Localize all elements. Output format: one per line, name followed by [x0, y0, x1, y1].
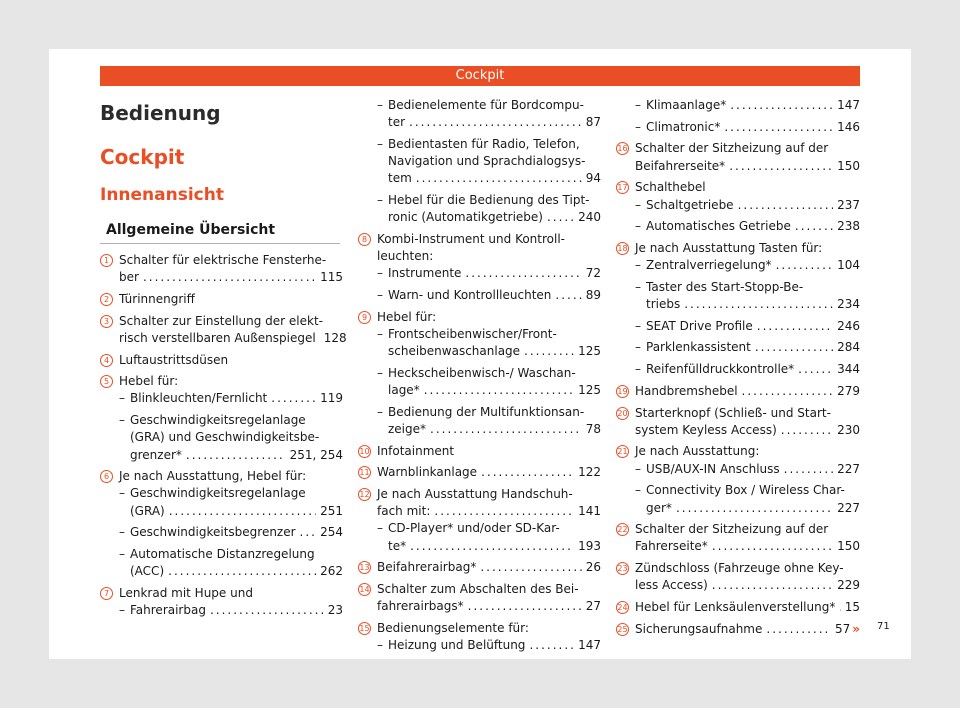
- leader-dots: [481, 464, 574, 481]
- callout-number: 9: [358, 311, 371, 324]
- list-item: [100, 252, 343, 286]
- item-text: grenzer*: [130, 447, 182, 462]
- list-item: [358, 464, 601, 481]
- item-text: Schalthebel: [635, 180, 706, 195]
- page-ref[interactable]: 279: [837, 383, 860, 398]
- sub-item: – Schaltgetriebe ..... 237: [616, 197, 860, 214]
- callout-number: 6: [100, 470, 113, 483]
- page-ref[interactable]: 89: [585, 288, 601, 303]
- leader-dots: [210, 602, 324, 619]
- item-text: Zentralverriegelung*: [646, 258, 772, 273]
- item-line: [119, 330, 347, 347]
- sub-item: – Taster des Start-Stopp-Be- triebs ..... 234: [616, 279, 860, 313]
- list-item: [616, 599, 860, 616]
- page-ref[interactable]: 227: [837, 461, 860, 476]
- item-text: Geschwindigkeitsregelanlage: [130, 486, 306, 501]
- item-text: ronic (Automatikgetriebe): [388, 210, 543, 225]
- callout-number: 25: [617, 624, 628, 634]
- leader-dots: [143, 269, 316, 286]
- page-ref[interactable]: 251, 254: [289, 447, 343, 462]
- item-text: Schalter der Sitzheizung auf der: [635, 522, 829, 537]
- callout-number: 10: [359, 446, 370, 456]
- page-ref[interactable]: 262: [320, 564, 343, 579]
- callout-number: 19: [617, 386, 628, 396]
- sub-item: – USB/AUX-IN Anschluss ..... 227: [616, 461, 860, 478]
- page-ref[interactable]: 150: [837, 158, 860, 173]
- callout-number: 8: [358, 233, 371, 246]
- item-text: Automatisches Getriebe: [646, 219, 791, 234]
- sub-item: – Automatisches Getriebe ..... 238: [616, 218, 860, 235]
- list-item: [100, 291, 343, 308]
- item-text: Schalter der Sitzheizung auf der: [635, 141, 829, 156]
- leader-dots: [468, 598, 582, 615]
- leader-dots: [434, 503, 574, 520]
- page-ref[interactable]: 15: [844, 600, 860, 615]
- item-text: Fahrerairbag: [130, 603, 206, 618]
- item-text: Infotainment: [377, 443, 455, 458]
- sub-item: – Reifenfülldruckkontrolle* ..... 344: [616, 361, 860, 378]
- item-text: Taster des Start-Stopp-Be-: [646, 279, 804, 294]
- item-text: tem: [388, 171, 412, 186]
- callout-number: 4: [100, 354, 113, 367]
- item-text: system Keyless Access): [635, 422, 777, 437]
- sub-item: – Zentralverriegelung* ..... 104: [616, 257, 860, 274]
- item-text: Climatronic*: [646, 119, 721, 134]
- item-text: lage*: [388, 383, 420, 398]
- item-text: Beifahrerseite*: [635, 158, 726, 173]
- item-text: Bedientasten für Radio, Telefon,: [388, 136, 580, 151]
- callout-number: 12: [359, 490, 370, 500]
- sub-item: – Instrumente ..... 72: [358, 265, 601, 282]
- callout-number: 16: [617, 144, 628, 154]
- item-text: Hebel für:: [377, 309, 437, 324]
- list-item: [616, 621, 860, 638]
- item-text: zeige*: [388, 421, 427, 436]
- list-item: [100, 468, 343, 485]
- page-ref[interactable]: 23: [327, 603, 343, 618]
- leader-dots: [410, 538, 574, 555]
- sub-item: – SEAT Drive Profile ..... 246: [616, 318, 860, 335]
- page-ref[interactable]: 227: [837, 500, 860, 515]
- list-item: [616, 383, 860, 400]
- item-text: triebs: [646, 297, 681, 312]
- page-ref[interactable]: 234: [837, 297, 860, 312]
- sub-item: – Hebel für die Bedienung des Tipt- ronic (Automatikgetriebe) ..... 240: [358, 192, 601, 226]
- item-text: Instrumente: [388, 266, 462, 281]
- item-text: Schalter zur Einstellung der elekt-: [119, 313, 323, 328]
- list-item: [100, 585, 343, 602]
- callout-number: 13: [359, 563, 370, 573]
- list-item: [358, 581, 601, 615]
- leader-dots: [738, 197, 834, 214]
- item-text: Warnblinkanlage: [377, 465, 478, 480]
- item-text: Türinnengriff: [119, 291, 195, 306]
- item-text: Starterknopf (Schließ- und Start-: [635, 405, 831, 420]
- sub-item: – Geschwindigkeitsbegrenzer ..... 254: [100, 524, 343, 541]
- leader-dots: [766, 621, 831, 638]
- item-text: Frontscheibenwischer/Front-: [388, 326, 557, 341]
- page-ref[interactable]: 344: [837, 362, 860, 377]
- leader-dots: [712, 538, 833, 555]
- sub-item: – Geschwindigkeitsregelanlage (GRA) ..... 251: [100, 485, 343, 519]
- page-ref[interactable]: 115: [320, 270, 343, 285]
- leader-dots: [271, 390, 316, 407]
- leader-dots: [416, 170, 582, 187]
- item-text: Navigation und Sprachdialogsys-: [388, 154, 586, 169]
- item-text: Geschwindigkeitsregelanlage: [130, 413, 306, 428]
- item-text: ber: [119, 270, 139, 285]
- leader-dots: [424, 382, 574, 399]
- item-text: Sicherungsaufnahme: [635, 621, 763, 636]
- leader-dots: [684, 296, 833, 313]
- page-ref[interactable]: 87: [585, 115, 601, 130]
- leader-dots: [480, 559, 581, 576]
- item-text: less Access): [635, 578, 708, 593]
- page-ref[interactable]: 147: [837, 98, 860, 112]
- item-text: Blinkleuchten/Fernlicht: [130, 391, 268, 406]
- item-text: Parklenkassistent: [646, 340, 751, 355]
- list-item: [100, 313, 347, 347]
- sub-item: – Blinkleuchten/Fernlicht ..... 119: [100, 390, 343, 407]
- page-ref[interactable]: 246: [837, 318, 860, 333]
- item-text: fach mit:: [377, 504, 431, 519]
- item-text: Reifenfülldruckkontrolle*: [646, 362, 795, 377]
- list-item: [100, 373, 343, 390]
- leader-dots: [757, 318, 833, 335]
- leader-dots: [795, 218, 833, 235]
- item-text: Je nach Ausstattung Tasten für:: [635, 240, 823, 255]
- item-text: scheibenwaschanlage: [388, 344, 521, 359]
- page-ref[interactable]: 240: [578, 210, 601, 225]
- page-ref[interactable]: 72: [585, 266, 601, 281]
- item-text: Je nach Ausstattung Handschuh-: [377, 487, 573, 502]
- leader-dots: [186, 447, 286, 464]
- list-item: [358, 231, 601, 265]
- page-ref[interactable]: 104: [837, 258, 860, 273]
- item-text: Handbremshebel: [635, 383, 738, 398]
- list-item: [616, 521, 860, 555]
- page-ref[interactable]: 237: [837, 197, 860, 212]
- leader-dots: [724, 119, 833, 136]
- item-text: Bedienungselemente für:: [377, 620, 529, 635]
- item-text: Hebel für die Bedienung des Tipt-: [388, 193, 590, 208]
- page-ref[interactable]: 147: [578, 638, 601, 653]
- leader-dots: [729, 158, 833, 175]
- leader-dots: [781, 422, 833, 439]
- leader-dots: [465, 265, 581, 282]
- leader-dots: [742, 383, 834, 400]
- page-ref[interactable]: 141: [578, 504, 601, 519]
- page-ref[interactable]: 128: [323, 330, 347, 345]
- callout-number: 15: [359, 623, 370, 633]
- sub-item: – Fahrerairbag ..... 23: [100, 602, 343, 619]
- page-ref[interactable]: 150: [837, 539, 860, 554]
- item-text: Klimaanlage*: [646, 98, 727, 112]
- list-item: [358, 486, 601, 520]
- page-ref[interactable]: 193: [578, 538, 601, 553]
- column-2: [358, 97, 601, 654]
- page-ref[interactable]: 57: [834, 621, 851, 636]
- heading-bedienung: Bedienung: [100, 101, 221, 125]
- item-text: SEAT Drive Profile: [646, 318, 753, 333]
- list-item: [616, 179, 860, 196]
- item-text: Heckscheibenwisch-/ Waschan-: [388, 365, 576, 380]
- sub-item: – Bedienung der Multifunktionsan- zeige* ..... 78: [358, 404, 601, 438]
- item-text: Hebel für:: [119, 374, 179, 389]
- item-text: Schalter für elektrische Fensterhe-: [119, 253, 327, 267]
- sub-item: – Heizung und Belüftung ..... 147: [358, 637, 601, 654]
- leader-dots: [839, 599, 840, 616]
- list-item: [100, 352, 343, 369]
- item-text: te*: [388, 538, 407, 553]
- page-ref[interactable]: 94: [585, 171, 601, 186]
- list-item: [358, 443, 601, 460]
- item-text: leuchten:: [377, 249, 434, 264]
- item-text: Fahrerseite*: [635, 539, 708, 554]
- list-item: [616, 443, 860, 460]
- page-ref[interactable]: 254: [320, 525, 343, 540]
- item-text: Schaltgetriebe: [646, 197, 734, 212]
- callout-number: 22: [617, 525, 628, 535]
- sub-item: – Klimaanlage* ..... 147: [616, 97, 860, 114]
- item-text: Automatische Distanzregelung: [130, 547, 315, 562]
- item-text: Bedienung der Multifunktionsan-: [388, 404, 585, 419]
- leader-dots: [776, 257, 834, 274]
- sub-item: – Bedientasten für Radio, Telefon, Navigation und Sprachdialogsys- tem ..... 94: [358, 136, 601, 188]
- leader-dots: [784, 461, 833, 478]
- leader-dots: [798, 361, 833, 378]
- callout-number: 24: [617, 603, 628, 613]
- leader-dots: [169, 503, 316, 520]
- page-ref[interactable]: 27: [585, 599, 601, 614]
- page-ref[interactable]: 78: [585, 421, 601, 436]
- callout-number: 2: [100, 293, 113, 306]
- heading-cockpit: Cockpit: [100, 145, 185, 169]
- sub-item: – Parklenkassistent ..... 284: [616, 339, 860, 356]
- heading-innenansicht: Innenansicht: [100, 185, 224, 205]
- heading-divider: [100, 243, 340, 244]
- list-item: [616, 140, 860, 174]
- sub-item: – Automatische Distanzregelung (ACC) ..... 262: [100, 546, 343, 580]
- sub-item: – Bedienelemente für Bordcompu- ter ..... 87: [358, 97, 601, 131]
- callout-number: 5: [100, 375, 113, 388]
- sub-item: – Heckscheibenwisch-/ Waschan- lage* ..... 125: [358, 365, 601, 399]
- page-ref[interactable]: 230: [837, 422, 860, 437]
- item-text: Geschwindigkeitsbegrenzer: [130, 525, 296, 540]
- item-text: Je nach Ausstattung:: [635, 444, 760, 459]
- page-ref[interactable]: 251: [320, 503, 343, 518]
- item-text: (GRA) und Geschwindigkeitsbe-: [130, 430, 320, 445]
- item-text: Lenkrad mit Hupe und: [119, 585, 253, 600]
- leader-dots: [529, 637, 574, 654]
- callout-number: 20: [617, 408, 628, 418]
- page-ref[interactable]: 125: [578, 344, 601, 359]
- item-text: Kombi-Instrument und Kontroll-: [377, 231, 565, 246]
- callout-number: 1: [100, 254, 113, 267]
- callout-number: 21: [617, 447, 628, 457]
- item-text: Connectivity Box / Wireless Char-: [646, 483, 845, 498]
- list-item: [616, 560, 860, 594]
- leader-dots: [524, 343, 574, 360]
- sub-item: – Climatronic* ..... 146: [616, 119, 860, 136]
- column-1: [100, 252, 347, 619]
- item-text: Schalter zum Abschalten des Bei-: [377, 582, 579, 597]
- page-ref[interactable]: 122: [578, 465, 601, 480]
- list-item: [616, 240, 860, 257]
- item-text: USB/AUX-IN Anschluss: [646, 461, 780, 476]
- item-text: Warn- und Kontrollleuchten: [388, 288, 552, 303]
- page-number: 71: [877, 621, 890, 632]
- item-text: Hebel für Lenksäulenverstellung*: [635, 600, 836, 615]
- item-text: (ACC): [130, 564, 165, 579]
- leader-dots: [755, 339, 833, 356]
- callout-number: 11: [359, 468, 370, 478]
- item-text: ter: [388, 115, 406, 130]
- leader-dots: [676, 500, 833, 517]
- sub-item: – Geschwindigkeitsregelanlage (GRA) und Geschwindigkeitsbe- grenzer* ..... 251, 254: [100, 412, 343, 464]
- item-text: ger*: [646, 500, 672, 515]
- page-ref[interactable]: 26: [585, 560, 601, 575]
- heading-allgemeine-uebersicht: Allgemeine Übersicht: [106, 222, 276, 238]
- item-text: fahrerairbags*: [377, 599, 464, 614]
- column-3: [616, 97, 860, 638]
- sub-item: – CD-Player* und/oder SD-Kar- te* ..... 193: [358, 520, 601, 554]
- item-text: Bedienelemente für Bordcompu-: [388, 98, 584, 112]
- list-item: [358, 620, 601, 637]
- leader-dots: [730, 97, 833, 114]
- leader-dots: [430, 421, 582, 438]
- sub-item: – Connectivity Box / Wireless Char- ger* ..... 227: [616, 482, 860, 516]
- list-item: [358, 559, 601, 576]
- section-header: Cockpit: [100, 66, 860, 86]
- sub-item: – Frontscheibenwischer/Front- scheibenwaschanlage ..... 125: [358, 326, 601, 360]
- page-ref[interactable]: 284: [837, 340, 860, 355]
- page-ref[interactable]: 238: [837, 219, 860, 234]
- list-item: [358, 309, 601, 326]
- item-text: Heizung und Belüftung: [388, 638, 526, 653]
- leader-dots: [409, 114, 582, 131]
- item-text: Je nach Ausstattung, Hebel für:: [119, 469, 307, 484]
- callout-number: 17: [617, 183, 628, 193]
- item-text: Luftaustrittsdüsen: [119, 352, 229, 367]
- page-ref[interactable]: 146: [837, 119, 860, 134]
- callout-number: 7: [100, 587, 113, 600]
- continue-arrow-icon: »: [852, 621, 860, 636]
- callout-number: 14: [359, 585, 370, 595]
- item-text: (GRA): [130, 503, 165, 518]
- item-text: Beifahrerairbag*: [377, 560, 477, 575]
- page-ref[interactable]: 119: [320, 391, 343, 406]
- list-item: [616, 405, 860, 439]
- callout-number: 18: [617, 243, 628, 253]
- sub-item: – Warn- und Kontrollleuchten ..... 89: [358, 287, 601, 304]
- leader-dots: [300, 524, 317, 541]
- page-ref[interactable]: 229: [837, 578, 860, 593]
- leader-dots: [547, 209, 574, 226]
- item-text: risch verstellbaren Außenspiegel: [119, 330, 316, 345]
- leader-dots: [712, 577, 833, 594]
- item-text: CD-Player* und/oder SD-Kar-: [388, 521, 560, 536]
- callout-number: 23: [617, 564, 628, 574]
- item-text: Zündschloss (Fahrzeuge ohne Key-: [635, 561, 844, 576]
- item-line: [119, 269, 343, 286]
- callout-number: 3: [100, 315, 113, 328]
- page-ref[interactable]: 125: [578, 383, 601, 398]
- leader-dots: [555, 287, 581, 304]
- leader-dots: [168, 563, 316, 580]
